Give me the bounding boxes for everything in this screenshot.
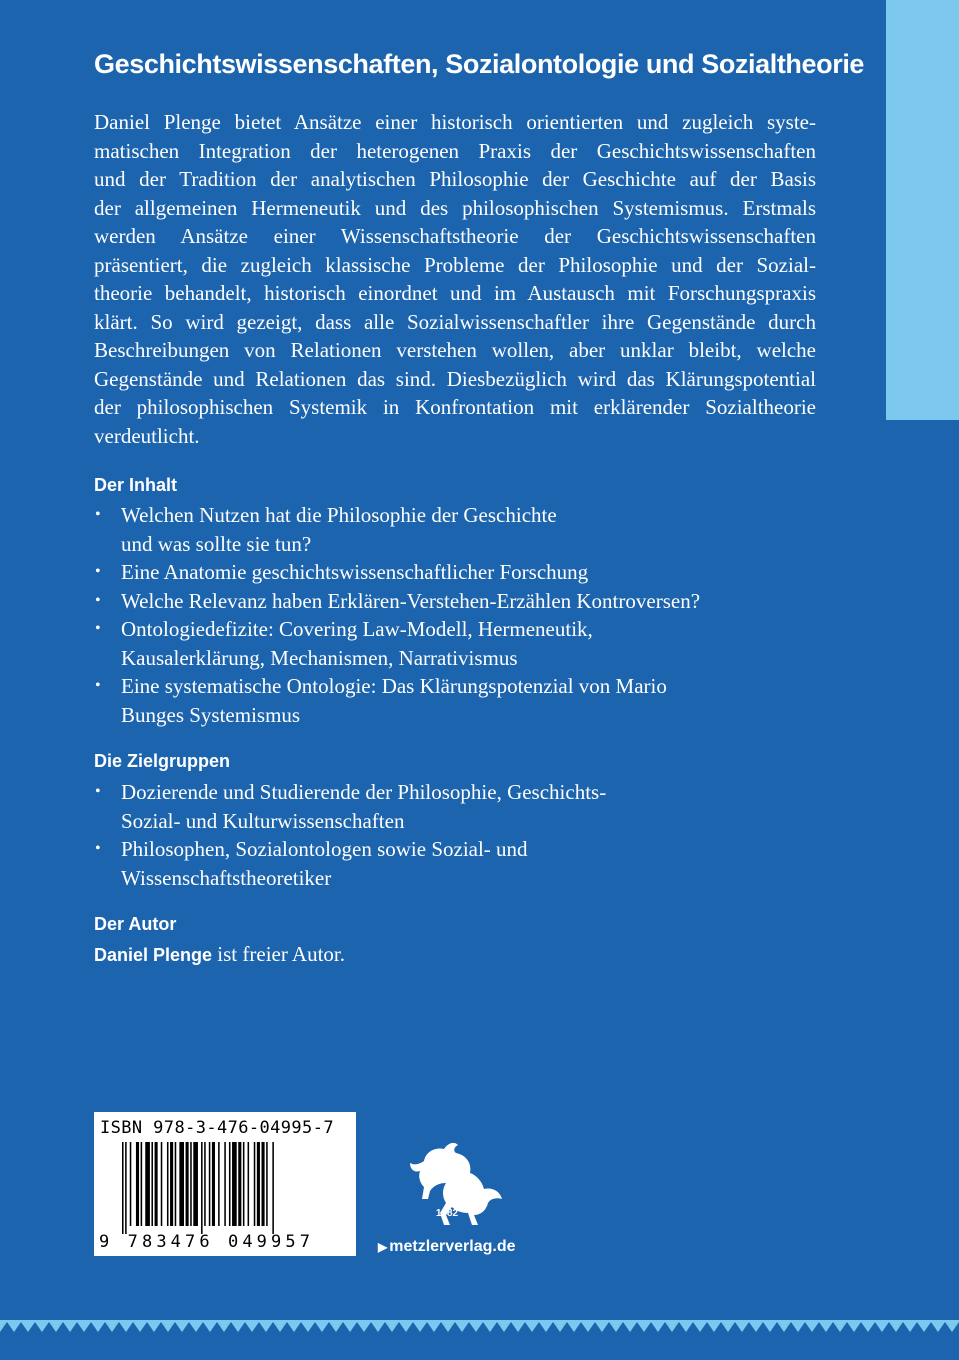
list-item-text: und was sollte sie tun? bbox=[121, 531, 312, 556]
list-item-text: Philosophen, Sozialontologen sowie Sozial- und bbox=[121, 837, 528, 861]
list-item-text: Dozierende und Studierende der Philosophie, Geschichts- bbox=[121, 780, 607, 804]
author-name: Daniel Plenge bbox=[94, 945, 213, 965]
description-line: und der Tradition der analytischen Philosophie der Geschichte auf der Basis bbox=[94, 167, 816, 191]
bullet-icon: • bbox=[95, 677, 101, 694]
contents-heading: Der Inhalt bbox=[94, 475, 178, 495]
isbn-barcode bbox=[94, 1112, 356, 1256]
audience-heading: Die Zielgruppen bbox=[94, 751, 231, 771]
description-line: der allgemeinen Hermeneutik und des philosophischen Systemismus. Erstmals bbox=[94, 195, 816, 220]
contents-list bbox=[94, 501, 834, 729]
barcode-digits: 9 783476 049957 bbox=[99, 1232, 315, 1252]
website-text: metzlerverlag.de bbox=[389, 1238, 516, 1255]
barcode-bar bbox=[193, 1142, 198, 1226]
decorative-border bbox=[0, 1320, 959, 1332]
barcode-bar bbox=[141, 1142, 143, 1226]
barcode-bar bbox=[257, 1142, 260, 1226]
list-item bbox=[94, 615, 834, 672]
list-item bbox=[94, 778, 834, 835]
list-item-text: Welchen Nutzen hat die Philosophie der Geschichte bbox=[121, 503, 557, 527]
barcode-bar bbox=[238, 1142, 241, 1226]
list-item bbox=[94, 501, 834, 558]
list-item bbox=[94, 672, 834, 729]
page-title: Geschichtswissenschaften, Sozialontologie und Sozialtheorie bbox=[94, 49, 865, 79]
barcode-bar bbox=[190, 1142, 192, 1226]
barcode-bar bbox=[254, 1142, 256, 1226]
barcode-bar bbox=[224, 1142, 226, 1226]
list-item-text: Sozial- und Kulturwissenschaften bbox=[121, 808, 405, 833]
barcode-bar bbox=[218, 1142, 220, 1226]
bullet-icon: • bbox=[95, 506, 101, 523]
barcode-bar bbox=[262, 1142, 265, 1226]
description-line: Daniel Plenge bietet Ansätze einer historisch orientierten und zugleich syste- bbox=[94, 110, 816, 134]
barcode-bar bbox=[170, 1142, 173, 1226]
bullet-icon: • bbox=[95, 620, 101, 637]
author-bio-text: ist freier Autor. bbox=[212, 942, 346, 966]
barcode-bar bbox=[204, 1142, 206, 1226]
description-text bbox=[94, 108, 816, 450]
barcode-bar bbox=[167, 1142, 169, 1226]
list-item-text: Wissenschaftstheoretiker bbox=[121, 865, 332, 890]
list-item-text: Ontologiedefizite: Covering Law-Modell, Hermeneutik, bbox=[121, 617, 593, 641]
barcode-bar bbox=[161, 1142, 163, 1226]
barcode-bar bbox=[136, 1142, 139, 1226]
list-item bbox=[94, 558, 834, 587]
description-line: verdeutlicht. bbox=[94, 423, 200, 448]
author-bio bbox=[94, 940, 345, 970]
description-line: Beschreibungen von Relationen verstehen wollen, aber unklar bleibt, welche bbox=[94, 338, 816, 362]
bullet-icon: • bbox=[95, 591, 101, 609]
barcode-bar bbox=[209, 1142, 211, 1226]
barcode-bar bbox=[122, 1142, 124, 1234]
triangle-right-icon: ▶ bbox=[378, 1240, 388, 1254]
barcode-bar bbox=[272, 1142, 274, 1234]
barcode-bar bbox=[186, 1142, 189, 1226]
list-item-text: Eine Anatomie geschichtswissenschaftlicher Forschung bbox=[121, 560, 589, 584]
publisher-website[interactable] bbox=[378, 1238, 516, 1256]
description-line: werden Ansätze einer Wissenschaftstheorie der Geschichtswissenschaften bbox=[94, 224, 816, 248]
description-line: präsentiert, die zugleich klassische Probleme der Philosophie und der Sozial- bbox=[94, 252, 816, 277]
barcode-bars bbox=[122, 1142, 332, 1234]
list-item-text: Kausalerklärung, Mechanismen, Narrativismus bbox=[121, 645, 518, 670]
description-line: klärt. So wird gezeigt, dass alle Sozialwissenschaftler ihre Gegenstände durch bbox=[94, 309, 816, 334]
barcode-bar bbox=[248, 1142, 250, 1226]
barcode-bar bbox=[155, 1142, 158, 1226]
barcode-bar bbox=[151, 1142, 153, 1226]
list-item-text: Eine systematische Ontologie: Das Klärungspotenzial von Mario bbox=[121, 674, 667, 698]
barcode-bar bbox=[130, 1142, 132, 1226]
barcode-bar bbox=[125, 1142, 127, 1234]
description-line: Gegenstände und Relationen das sind. Diesbezüglich wird das Klärungspotential bbox=[94, 366, 816, 391]
description-line: matischen Integration der heterogenen Praxis der Geschichtswissenschaften bbox=[94, 138, 816, 163]
barcode-bar bbox=[229, 1142, 231, 1226]
bullet-icon: • bbox=[95, 783, 101, 800]
barcode-bar bbox=[179, 1142, 184, 1226]
audience-list bbox=[94, 778, 834, 892]
logo-year: 1682 bbox=[435, 1208, 459, 1219]
barcode-bar bbox=[243, 1142, 245, 1226]
side-color-tab bbox=[886, 0, 959, 420]
barcode-bar bbox=[145, 1142, 150, 1226]
barcode-bar bbox=[266, 1142, 268, 1226]
barcode-bar bbox=[232, 1142, 237, 1226]
list-item bbox=[94, 587, 834, 616]
description-line: der philosophischen Systemik in Konfrontation mit erklärender Sozialtheorie bbox=[94, 395, 816, 419]
list-item-text: Welche Relevanz haben Erklären-Verstehen-Erzählen Kontroversen? bbox=[121, 588, 701, 613]
bullet-icon: • bbox=[95, 563, 101, 580]
barcode-bar bbox=[212, 1142, 215, 1226]
barcode-bar bbox=[201, 1142, 203, 1234]
list-item-text: Bunges Systemismus bbox=[121, 702, 301, 727]
description-line: theorie behandelt, historisch einordnet und im Austausch mit Forschungspraxis bbox=[94, 281, 816, 305]
isbn-label: ISBN 978-3-476-04995-7 bbox=[100, 1118, 334, 1138]
barcode-bar bbox=[175, 1142, 177, 1226]
bullet-icon: • bbox=[95, 840, 101, 857]
author-heading: Der Autor bbox=[94, 914, 177, 934]
list-item bbox=[94, 835, 834, 892]
